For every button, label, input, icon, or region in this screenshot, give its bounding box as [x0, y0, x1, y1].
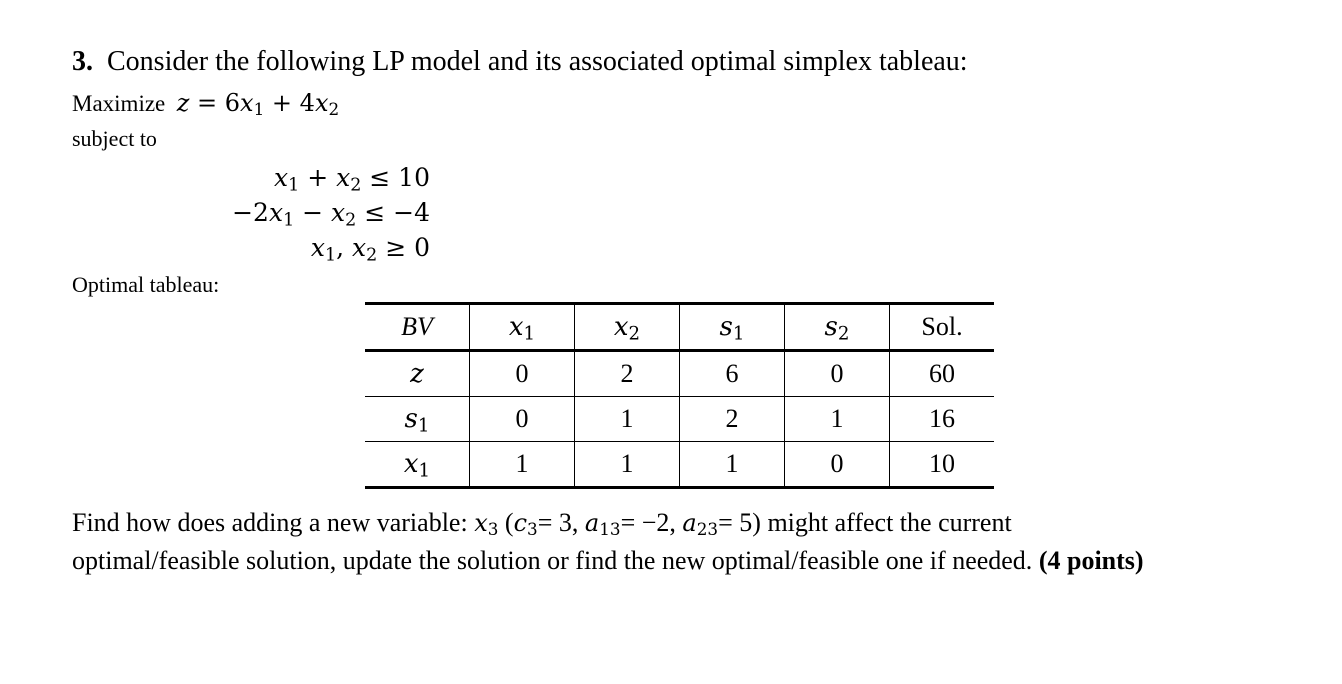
header-s2: $s_2$ [785, 304, 890, 351]
table-cell: 1 [470, 442, 575, 488]
table-cell: 1 [785, 397, 890, 442]
simplex-tableau [365, 302, 994, 489]
table-cell: 1 [575, 442, 680, 488]
problem-intro: Consider the following LP model and its associated optimal simplex tableau: [107, 46, 968, 77]
question-line-2: optimal/feasible solution, update the solution or find the new optimal/feasible one if needed. (4 points) [72, 546, 1144, 575]
table-cell: 60 [890, 351, 995, 397]
table-cell: 0 [470, 397, 575, 442]
maximize-label: Maximize [72, 91, 166, 116]
table-row [365, 442, 994, 488]
constraints-block [200, 160, 430, 265]
c3-value: 3 [558, 508, 572, 537]
table-cell: 2 [575, 351, 680, 397]
row-bv-x1: $x_1$ [403, 449, 431, 482]
question-line-1: Find how does adding a new variable: $x_3$ ($c_3= 3$, $a_{13}= -2$, $a_{23}= 5$) might affect the current [72, 508, 1012, 540]
objective-function: $z = 6x_1 + 4x_2$ [176, 89, 340, 120]
problem-number: 3. [72, 46, 93, 77]
table-cell: 0 [785, 442, 890, 488]
optimal-tableau-label: Optimal tableau: [72, 272, 220, 297]
table-cell: 6 [680, 351, 785, 397]
constraint-1: $x_1 + x_2 \le 10$ [273, 163, 430, 196]
points-label: 4 points [1047, 546, 1135, 575]
nonnegativity-constraint: $x_1$, $x_2 \ge 0$ [310, 233, 430, 266]
header-x2: $x_2$ [575, 304, 680, 351]
table-cell: 0 [785, 351, 890, 397]
table-cell: 10 [890, 442, 995, 488]
table-cell: 16 [890, 397, 995, 442]
table-cell: 1 [680, 442, 785, 488]
header-x1: $x_1$ [470, 304, 575, 351]
subject-to-label: subject to [72, 126, 157, 151]
table-cell: 1 [575, 397, 680, 442]
problem-heading [72, 46, 968, 78]
row-bv-s1: $s_1$ [365, 397, 470, 442]
question-tail: might affect the current [767, 508, 1012, 537]
row-bv-z: z [365, 351, 470, 397]
tableau-header-row [365, 304, 994, 351]
a13-value: −2 [641, 508, 670, 537]
table-row [365, 351, 994, 397]
new-variable-x3: $x_3$ [474, 509, 499, 540]
question-lead: Find how does adding a new variable: [72, 508, 468, 537]
header-bv: BV [365, 304, 470, 351]
header-sol: Sol. [890, 304, 995, 351]
question-line2-text: optimal/feasible solution, update the solution or find the new optimal/feasible one if needed. [72, 546, 1033, 575]
a23-value: 5 [739, 508, 753, 537]
header-s1: $s_1$ [680, 304, 785, 351]
table-row [365, 397, 994, 442]
constraint-2: $-2x_1 - x_2 \le -4$ [232, 198, 430, 231]
objective-line [72, 89, 340, 120]
table-cell: 2 [680, 397, 785, 442]
table-cell: 0 [470, 351, 575, 397]
